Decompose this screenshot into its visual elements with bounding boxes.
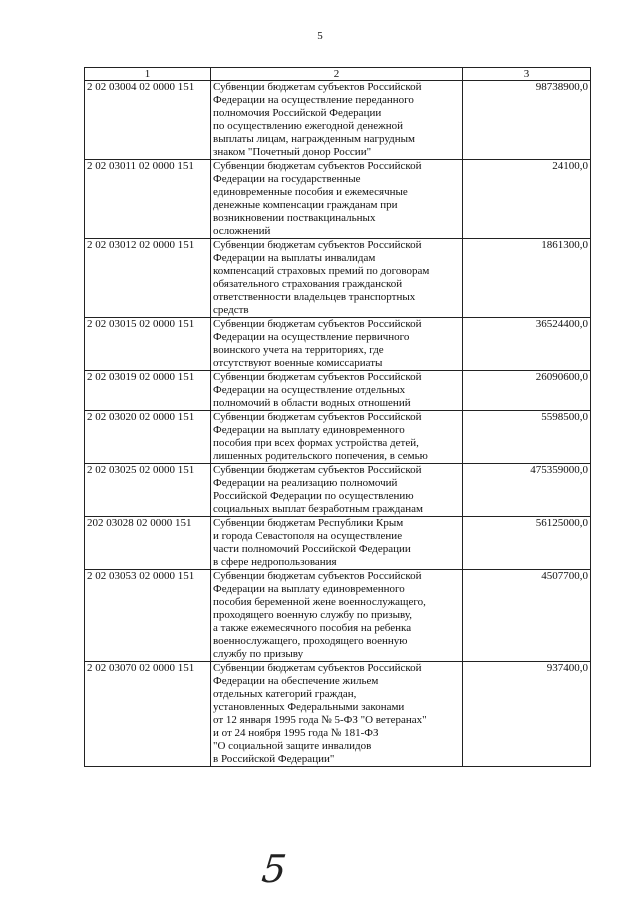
row-amount: 475359000,0 [463,464,591,517]
budget-code: 2 02 03053 02 0000 151 [85,570,211,662]
row-amount: 937400,0 [463,662,591,767]
budget-code: 2 02 03070 02 0000 151 [85,662,211,767]
row-amount: 24100,0 [463,160,591,239]
budget-code: 2 02 03019 02 0000 151 [85,371,211,411]
row-amount: 5598500,0 [463,411,591,464]
budget-code: 2 02 03011 02 0000 151 [85,160,211,239]
table-row [85,517,591,570]
row-description: Субвенции бюджетам субъектов Российской Федерации на государственные единовременные пособия и ежемесячные денежные компенсации гражданам при возникновении поствакцинальных осложнений [211,160,463,239]
row-description: Субвенции бюджетам Республики Крым и города Севастополя на осуществление части полномочий Российской Федерации в сфере недропользования [211,517,463,570]
budget-code: 2 02 03012 02 0000 151 [85,239,211,318]
subventions-table [84,67,591,767]
budget-code: 202 03028 02 0000 151 [85,517,211,570]
budget-code: 2 02 03025 02 0000 151 [85,464,211,517]
row-description: Субвенции бюджетам субъектов Российской Федерации на выплату единовременного пособия при всех формах устройства детей, лишенных родительского попечения, в семью [211,411,463,464]
table-body [85,81,591,767]
row-description: Субвенции бюджетам субъектов Российской Федерации на реализацию полномочий Российской Федерации по осуществлению социальных выплат безработным гражданам [211,464,463,517]
table-row [85,464,591,517]
table-row [85,570,591,662]
table-row [85,371,591,411]
row-description: Субвенции бюджетам субъектов Российской Федерации на осуществление переданного полномочия Российской Федерации по осуществлению ежегодной денежной выплаты лицам, награжденным нагрудным знаком "Почетный донор России" [211,81,463,160]
row-amount: 36524400,0 [463,318,591,371]
table-row [85,81,591,160]
table-row [85,318,591,371]
budget-code: 2 02 03004 02 0000 151 [85,81,211,160]
table-row [85,411,591,464]
budget-code: 2 02 03020 02 0000 151 [85,411,211,464]
table-row [85,239,591,318]
row-description: Субвенции бюджетам субъектов Российской Федерации на осуществление отдельных полномочий в области водных отношений [211,371,463,411]
row-amount: 26090600,0 [463,371,591,411]
row-description: Субвенции бюджетам субъектов Российской Федерации на осуществление первичного воинского учета на территориях, где отсутствуют военные комиссариаты [211,318,463,371]
row-description: Субвенции бюджетам субъектов Российской Федерации на выплаты инвалидам компенсаций страховых премий по договорам обязательного страхования гражданской ответственности владельцев транспортных средств [211,239,463,318]
table-row [85,662,591,767]
page-number-top: 5 [317,30,323,42]
row-description: Субвенции бюджетам субъектов Российской Федерации на выплату единовременного пособия беременной жене военнослужащего, проходящего военную службу по призыву, а также ежемесячного пособия на ребенка военнослужащего, проходящего военную службу по призыву [211,570,463,662]
row-amount: 4507700,0 [463,570,591,662]
table-row [85,160,591,239]
header-col-3: 3 [463,68,591,81]
row-amount: 1861300,0 [463,239,591,318]
handwritten-page-number: 5 [259,847,289,891]
row-description: Субвенции бюджетам субъектов Российской Федерации на обеспечение жильем отдельных категорий граждан, установленных Федеральными законами от 12 января 1995 года № 5-ФЗ "О ветеранах" и от 24 ноября 1995 года № 181-ФЗ "О социальной защите инвалидов в Российской Федерации" [211,662,463,767]
header-col-1: 1 [85,68,211,81]
row-amount: 98738900,0 [463,81,591,160]
header-col-2: 2 [211,68,463,81]
budget-code: 2 02 03015 02 0000 151 [85,318,211,371]
header-row [85,68,591,81]
row-amount: 56125000,0 [463,517,591,570]
table-header [85,68,591,81]
